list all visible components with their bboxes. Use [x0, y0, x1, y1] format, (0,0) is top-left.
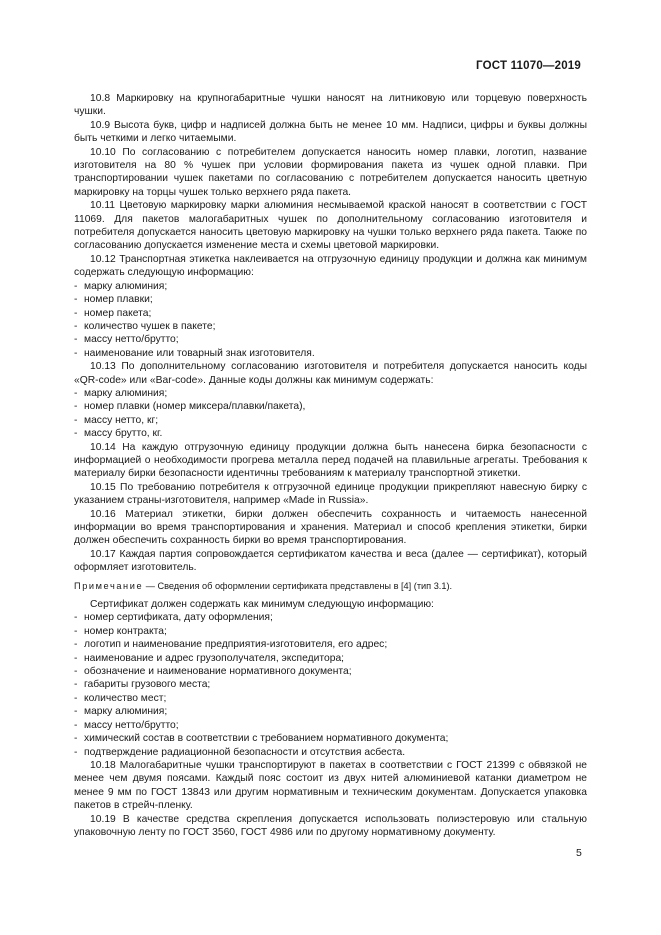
- paragraph-10-12: 10.12 Транспортная этикетка наклеивается на отгрузочную единицу продукции и должна как минимум содержать следующую информацию:: [74, 253, 587, 279]
- paragraph-10-19: 10.19 В качестве средства скрепления допускается использовать полиэстеровую или стальную упаковочную ленту по ГОСТ 3560, ГОСТ 4986 или по другому нормативному документу.: [74, 813, 587, 838]
- paragraph-10-9: 10.9 Высота букв, цифр и надписей должна быть не менее 10 мм. Надписи, цифры и буквы должны быть четкими и легко читаемыми.: [74, 119, 587, 145]
- note-text: — Сведения об оформлении сертификата представлены в [4] (тип 3.1).: [145, 580, 453, 591]
- paragraph-10-11: 10.11 Цветовую маркировку марки алюминия несмываемой краской наносят в соответствии с ГОСТ 11069. Для пакетов малогабаритных чушек по дополнительному согласованию изготовителя и потребителя допускается наносить цветовую маркировку на чушки только верхнего ряда пакета. Также по согласованию допускается изменение места и схемы цветовой маркировки.: [74, 200, 587, 252]
- paragraph-10-18: 10.18 Малогабаритные чушки транспортируют в пакетах в соответствии с ГОСТ 21399 с обвязкой не менее чем двумя поясами. Каждый пояс состоит из двух нитей алюминиевой катанки диаметром не менее 9 мм по ГОСТ 13843 или другим нормативным и техническим документам. Допускается упаковка пакетов в стрейч-пленку.: [74, 759, 587, 812]
- certificate-intro: Сертификат должен содержать как минимум следующую информацию:: [90, 599, 434, 611]
- list-item: - количество чушек в пакете;: [74, 320, 216, 332]
- list-item: - химический состав в соответствии с требованием нормативного документа;: [74, 733, 449, 745]
- list-item: - номер плавки;: [74, 294, 153, 306]
- note: [74, 580, 587, 593]
- list-item: - массу нетто/брутто;: [74, 334, 179, 346]
- note-label: Примечание: [74, 580, 144, 591]
- list-item: - массу нетто, кг;: [74, 414, 159, 426]
- certificate-info-list: [74, 611, 587, 758]
- paragraph-10-8: 10.8 Маркировку на крупногабаритные чушки наносят на литниковую или торцевую поверхность чушки.: [74, 93, 587, 118]
- paragraph-10-16: 10.16 Материал этикетки, бирки должен обеспечить сохранность и читаемость нанесенной информации во время транспортирования и хранения. Материал и способ крепления этикетки, бирки должен обеспечить сохранность бирки во время транспортирования.: [74, 508, 587, 547]
- page-number: 5: [576, 847, 582, 859]
- list-item: - номер пакета;: [74, 307, 152, 319]
- document-body: [74, 92, 587, 839]
- paragraph-10-15: 10.15 По требованию потребителя к отгрузочной единице продукции прикрепляют навесную бирку с указанием страны-изготовителя, например «Made in Russia».: [74, 481, 587, 507]
- list-item: - номер контракта;: [74, 625, 167, 637]
- list-item: - логотип и наименование предприятия-изготовителя, его адрес;: [74, 639, 388, 651]
- paragraph-10-17: 10.17 Каждая партия сопровождается сертификатом качества и веса (далее — сертификат), который оформляет изготовитель.: [74, 548, 587, 574]
- list-item: - марку алюминия;: [74, 280, 168, 292]
- paragraph-10-10: 10.10 По согласованию с потребителем допускается наносить номер плавки, логотип, название изготовителя на 80 % чушек при условии формирования пакета из чушек одной плавки. При транспортировании чушек пакетами по согласованию с потребителем допускается наносить цветную маркировку на торцы чушек только верхнего ряда пакета.: [74, 146, 587, 198]
- list-item: - номер сертификата, дату оформления;: [74, 612, 273, 624]
- list-item: - массу брутто, кг.: [74, 428, 163, 440]
- list-item: - массу нетто/брутто;: [74, 719, 179, 731]
- list-item: - количество мест;: [74, 692, 167, 704]
- list-item: - наименование или товарный знак изготовителя.: [74, 347, 315, 359]
- list-item: - наименование и адрес грузополучателя, экспедитора;: [74, 652, 345, 664]
- list-item: - подтверждение радиационной безопасности и отсутствия асбеста.: [74, 746, 406, 758]
- paragraph-10-13: 10.13 По дополнительному согласованию изготовителя и потребителя допускается наносить коды «QR-code» или «Bar-code». Данные коды должны как минимум содержать:: [74, 361, 587, 386]
- list-item: - габариты грузового места;: [74, 679, 211, 691]
- list-item: - обозначение и наименование нормативного документа;: [74, 666, 352, 678]
- code-info-list: [74, 387, 587, 441]
- label-info-list: [74, 280, 587, 360]
- list-item: - марку алюминия;: [74, 387, 168, 399]
- document-code: ГОСТ 11070—2019: [476, 60, 581, 72]
- paragraph-10-14: 10.14 На каждую отгрузочную единицу продукции должна быть нанесена бирка безопасности с информацией о необходимости прогрева металла перед подачей на плавильные агрегаты. Требования к материалу бирки безопасности идентичны требованиям к материалу транспортной этикетки.: [74, 441, 587, 480]
- list-item: - марку алюминия;: [74, 706, 168, 718]
- list-item: - номер плавки (номер миксера/плавки/пакета),: [74, 401, 306, 413]
